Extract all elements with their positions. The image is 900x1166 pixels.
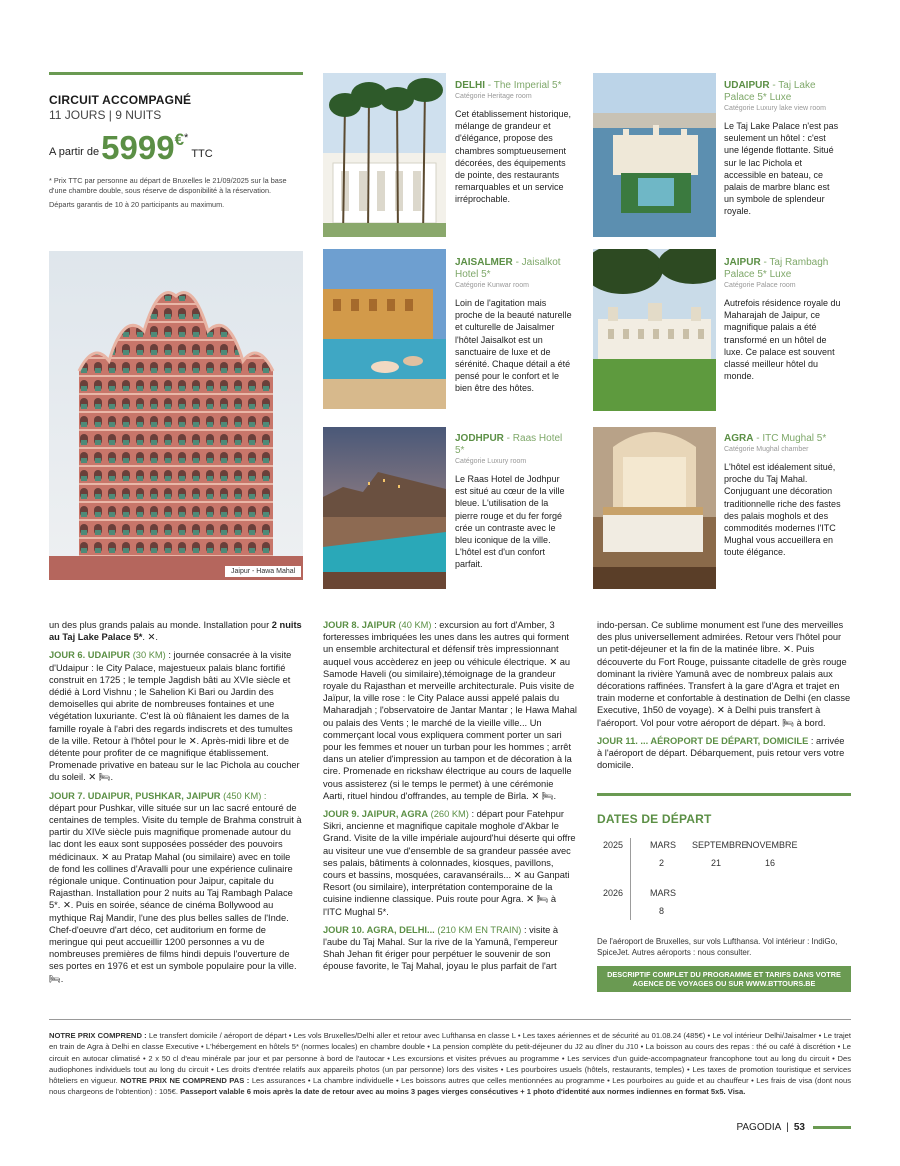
hotel-name: - ITC Mughal 5* [753,433,827,444]
jaipur-hotel-photo [593,249,716,411]
hotel-category: Catégorie Mughal chamber [724,446,809,453]
day-title: JOUR 6. UDAIPUR [49,650,131,661]
price-asterisk: * [184,132,189,144]
month-label: SEPTEMBRE [692,840,748,850]
day-title: JOUR 7. UDAIPUR, PUSHKAR, JAIPUR [49,790,221,801]
circuit-duration: 11 JOURS | 9 NUITS [49,108,162,122]
page-number: 53 [793,1122,805,1133]
dates-title: DATES DE DÉPART [597,812,712,826]
passport-note: Passeport valable 6 mois après la date de retour avec au moins 3 pages vierges consécutives + 1 photo d'identité aux normes indiennes en format 5x5. Visa. [180,1087,746,1097]
hotel-category: Catégorie Luxury lake view room [724,105,826,112]
hotel-udaipur [724,80,842,218]
itinerary-column-1 [49,619,303,991]
hawa-mahal-photo [49,251,303,580]
hotel-name: - Raas Hotel 5* [455,433,563,456]
hotel-jodhpur [455,433,573,571]
price-note: * Prix TTC par personne au départ de Bruxelles le 21/09/2025 sur la base d'une chambre double, sous réserve de disponibilité à la réservation. [49,176,287,195]
day-distance: (40 KM) [395,620,435,630]
day-text: départ pour Pushkar, ville située sur un lac sacré entouré de centaines de temples. Visite du temple de Brahma construit à partir du XIVe siècle puis magnifique promenade autour du lac dont les eaux sont supposées posséder des pouvoirs médicinaux. ✕ au Pratap Mahal (ou similaire) avec en toile de fond les collines d'Aravalli pour une expérience culinaire régionale unique. Continuation pour Jaipur, capitale du Rajasthan. Installation pour 2 nuits au Taj Rambagh Palace 5*. ✕. Puis en soirée, séance de cinéma Bollywood au mythique Raj Mandir, l'une des plus belles salles de l'Inde. Chef-d'oeuvre d'art déco, cet auditorium en forme de meringue qui peut accueillir 1200 personnes a vu de nombreuses premières de films hindi depuis l'ouverture de ses portes en 1976 et est un symbole populaire pour la ville. 🛏. [49,802,302,984]
footer-separator: | [786,1122,789,1133]
intro-text: un des plus grands palais au monde. Installation pour [49,620,272,630]
day-title: JOUR 8. JAIPUR [323,620,396,630]
dates-table [597,838,851,928]
month-label: NOVEMBRE [746,840,798,850]
section-divider [49,72,303,75]
circuit-title: CIRCUIT ACCOMPAGNÉ [49,93,192,107]
day-value: 2 [659,858,665,868]
price-prefix: A partir de [49,146,100,158]
hotel-description: Le Taj Lake Palace n'est pas seulement un hôtel : c'est une légende flottante. Situé sur le lac Pichola et accessible en bateau, ce palais de marbre blanc est un symbole de splendeur royale. [724,121,839,217]
page-footer [736,1122,851,1133]
hotel-category: Catégorie Kunwar room [455,282,529,289]
day-text: : départ pour Fatehpur Sikri, ancienne et magnifique capitale moghole d'Akbar le Grand. Visite de la ville impériale aujourd'hui déserte qui offre au visiteur une vue d'ensemble de sa grandeur passée avec ses palais, bâtiments à colonnades, kiosques, pavillons, cours et bassins, mosquées, caravansérails... ✕ au Ganpati Resort (ou similaire), interprétation contemporaine de la cuisine indienne classique. Puis route pour Agra. ✕ 🛏 à l'ITC Mughal 5*. [323,809,576,917]
day-6 [49,649,303,783]
excludes-text: Les assurances • La chambre individuelle • Les boissons autres que celles mentionnées au programme • Les pourboires au guide et au chauffeur • Les frais de visa (dont nous nous chargeons de l'obtention) : 105€. [49,1076,852,1097]
month-label: MARS [650,888,677,898]
photo-caption: Jaipur - Hawa Mahal [225,566,301,577]
itinerary-column-2 [323,619,577,979]
hotel-description: Loin de l'agitation mais proche de la beauté naturelle et culturelle de Jaisalmer l'hôtel Jaisalkot est un sanctuaire de luxe et de sérénité. Chaque détail a été pensé pour le confort et le bien être des hôtes. [455,298,572,394]
hotel-name: - The Imperial 5* [485,80,562,91]
includes-text: Le transfert domicile / aéroport de départ • Les vols Bruxelles/Delhi aller et retour avec Lufthansa en classe L • Les taxes aériennes et de sécurité au 01.08.24 (485€) • Le vol intérieur Delhi/Jaisalmer • Le trajet en train de Agra à Delhi en classe Executive • L'hébergement en hôtels 5* (normes locales) en chambre double • La pension complète du petit-déjeuner du J2 au dîner du J10 • La boisson au cours des repas : thé ou café à discrétion • Le circuit en autocar climatisé • 2 x 50 cl d'eau minérale par jour et par personne à bord de l'autocar • Les excursions et visites prévues au programme • Les services d'un guide-accompagnateur francophone tout au long du circuit • Des audiophones individuels tout au long du circuit • Les droits d'entrée relatifs aux appareils photos (un par personne) lors des visites • Les pourboires usuels (hôtels, restaurants, temples) • Les taxes de promotion touristique et services hôteliers en vigueur. [49,1031,851,1086]
dates-divider [630,838,631,920]
day-text: : excursion au fort d'Amber, 3 forteresses imbriquées les unes dans les autres qui forment un ensemble architectural et défensif très impressionnant auquel vous accèderez en jeep ou véhicule électrique. ✕ au Samode Haveli (ou similaire),témoignage de la grandeur royale du Rajasthan et merveille architecturale. Puis visite de Jaïpur, la ville rose : le City Palace aussi appelé palais du Maharadjah ; l'observatoire de Jantar Mantar ; le Hawa Mahal ou palais des Vents ; le marché de la vieille ville... Un commerçant local vous expliquera comment porter un sari pour les femmes et nouer un turban pour les hommes ; arrêt dans un atelier d'impression au tampon et de décoration à la cire. Promenade en rickshaw électrique au cours de laquelle vous assisterez (si le temps le permet) à une cérémonie Aarti, rituel hindou d'offrandes, au temple de Birla. ✕ 🛏. [323,620,577,801]
day-8 [323,619,577,802]
hotel-category: Catégorie Heritage room [455,93,532,100]
program-cta-banner[interactable]: DESCRIPTIF COMPLET DU PROGRAMME ET TARIFS DANS VOTRE AGENCE DE VOYAGES OU SUR WWW.BTTOURS.BE [597,966,851,992]
section-divider [597,793,851,796]
day-10-continued: indo-persan. Ce sublime monument est l'une des merveilles des plus universellement admirées. Retour vers l'hôtel pour un petit-déjeuner et la fin de la matinée libre. ✕. Puis découverte du Fort Rouge, puissante citadelle de grès rouge dominant la rivière Yamunâ avec de nombreux palais aux décorations raffinées. Transfert à la gare d'Agra et trajet en train moderne et confortable à destination de Delhi (en classe Executive, 1h50 de voyage). ✕ à Delhi puis transfert à l'aéroport. Vol pour votre aéroport de départ. 🛏 à bord. [597,620,851,728]
day-distance: (210 KM EN TRAIN) [434,924,524,935]
day-value: 21 [711,858,722,868]
price-value: 5999 [101,129,175,166]
hotel-city: JAISALMER [455,257,513,268]
brand-name: PAGODIA [736,1122,782,1133]
day-distance: (450 KM) : [220,790,267,801]
year-2025: 2025 [603,840,624,850]
hotel-description: Cet établissement historique, mélange de grandeur et d'élégance, propose des chambres somptueusement décorées, des équipements de pointe, des restaurants remarquables et un service irréprochable. [455,109,572,205]
hotel-name: - Jaisalkot Hotel 5* [455,257,561,280]
jodhpur-hotel-photo [323,427,446,589]
hotel-city: JODHPUR [455,433,504,444]
day-value: 8 [659,906,665,916]
hotel-description: Autrefois résidence royale du Maharajah de Jaipur, ce magnifique palais a été transformé en un hôtel de luxe. Ce palace est souvent classé meilleur hôtel du monde. [724,298,841,382]
price-currency: € [174,130,185,149]
day-title: JOUR 11. ... AÉROPORT DE DÉPART, DOMICILE [597,735,809,746]
day-distance: (260 KM) [428,809,472,820]
hotel-city: DELHI [455,80,485,91]
delhi-hotel-photo [323,73,446,237]
day-text: : visite à l'aube du Taj Mahal. Sur la rive de la Yamunâ, l'empereur Shah Jehan fit ériger pour perpétuer le souvenir de son épouse favorite, le Taj Mahal, joyau le plus parfait de l'art [323,924,559,972]
hotel-agra [724,433,842,559]
itinerary-column-3 [597,619,851,777]
day-value: 16 [765,858,776,868]
hotel-delhi [455,80,573,206]
year-2026: 2026 [603,888,624,898]
hotel-jaisalmer [455,257,573,395]
intro-bold: 2 nuits au Taj Lake Palace 5* [49,620,302,643]
price-row [49,129,303,166]
dates-note: De l'aéroport de Bruxelles, sur vols Lufthansa. Vol intérieur : IndiGo, SpiceJet. Autres aéroports : nous consulter. [597,937,838,957]
day-9 [323,808,577,918]
hotel-description: Le Raas Hotel de Jodhpur est situé au cœur de la ville bleue. L'utilisation de la pierre rouge et du fer forgé crée un contraste avec le bleu iconique de la ville. L'hôtel est d'un confort parfait. [455,474,565,570]
hotel-category: Catégorie Palace room [724,282,796,289]
day-distance: (30 KM) [130,650,169,661]
day-text: : journée consacrée à la visite d'Udaipur : le City Palace, majestueux palais blanc fortifié construit en 1725 ; le temple Jagdish bâti au XVIe siècle et dédié à Lord Vishnu ; le Sahelion Ki Bari ou Jardin des demoiselles qui abrite de nombreuses fontaines et une végétation luxuriante. C'est là où flânaient les dames de la famille royale à l'abri des regards indiscrets et des tumultes de la ville. Retour à l'hôtel pour le ✕. Après-midi libre et de détente pour profiter de ce magnifique établissement. Promenade privative en bateau sur le lac Pichola au coucher du soleil. ✕ 🛏. [49,650,300,783]
hotel-city: JAIPUR [724,257,761,268]
departures-note: Départs garantis de 10 à 20 participants au maximum. [49,200,225,209]
day-text: : arrivée à l'aéroport de départ. Débarquement, puis retour vers votre domicile. [597,735,845,771]
hotel-city: UDAIPUR [724,80,770,91]
month-label: MARS [650,840,677,850]
hotel-description: L'hôtel est idéalement situé, proche du Taj Mahal. Conjuguant une décoration traditionnelle riche des fastes des palais moghols et des commodités modernes l'ITC Mughal vous accueillera en toute élégance. [724,462,841,558]
hotel-jaipur [724,257,842,382]
hotel-name: - Taj Rambagh Palace 5* Luxe [724,257,829,280]
includes-label: NOTRE PRIX COMPREND : [49,1031,147,1040]
circuit-summary [49,72,303,209]
bottom-divider [49,1019,851,1020]
itinerary-intro [49,619,303,643]
price-conditions [49,1030,851,1098]
hotel-category: Catégorie Luxury room [455,458,527,465]
udaipur-hotel-photo [593,73,716,237]
price-ttc: TTC [191,148,213,160]
jaisalmer-hotel-photo [323,249,446,409]
day-11 [597,735,851,772]
departure-dates [597,793,851,992]
day-7 [49,790,303,985]
day-title: JOUR 10. AGRA, DELHI... [323,924,435,935]
day-10 [323,924,577,973]
agra-hotel-photo [593,427,716,589]
day-title: JOUR 9. JAIPUR, AGRA [323,809,429,820]
hotel-city: AGRA [724,433,754,444]
intro-end: . ✕. [142,632,158,643]
footer-bar [813,1126,851,1129]
excludes-label: NOTRE PRIX NE COMPREND PAS : [120,1076,250,1086]
hotel-name: - Taj Lake Palace 5* Luxe [724,80,816,103]
